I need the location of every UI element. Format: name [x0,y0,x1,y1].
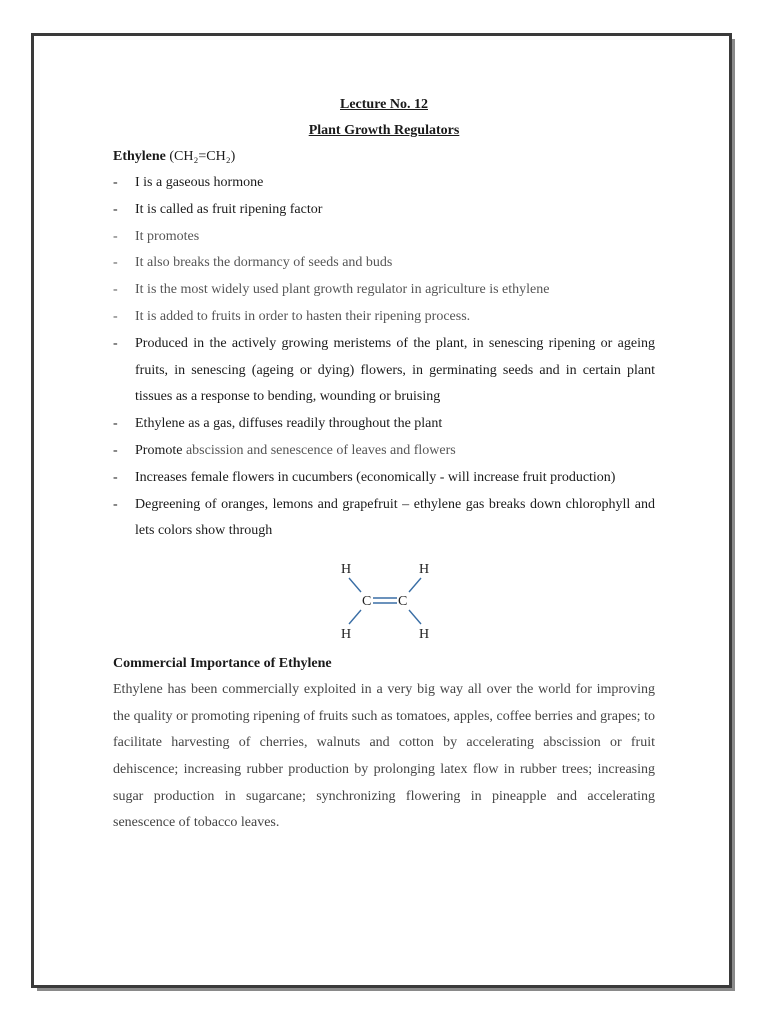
atom-h-top-left: H [341,562,352,578]
list-item [113,411,655,438]
bullet-dash: - [113,496,118,512]
atom-h-bottom-left: H [341,627,352,642]
list-item [113,277,655,304]
section-heading [113,144,655,170]
commercial-heading: Commercial Importance of Ethylene [113,656,332,672]
section-heading-name: Ethylene [113,149,166,164]
atom-c-right: C [398,594,408,610]
lecture-title: Lecture No. 12 [340,97,428,112]
ethylene-bullet-list [113,170,655,545]
document-body [113,92,655,837]
bullet-dash: - [113,416,118,432]
ethylene-structure-diagram [335,559,435,641]
bond-bottom-left [349,610,361,624]
bullet-dash: - [113,255,118,271]
bullet-dash: - [113,228,118,244]
list-item [113,224,655,251]
bullet-text: abscission and senescence of leaves and flowers [185,442,456,458]
atom-h-top-right: H [419,562,430,578]
bullet-dash: - [113,282,118,298]
bullet-text: It is the most widely used plant growth regulator in agriculture is ethylene [135,282,550,298]
bullet-text: Degreening of oranges, lemons and grapefruit – ethylene gas breaks down chlorophyll and lets colors show through [135,496,655,539]
section-heading-formula: (CH₂=CH₂) [169,149,236,164]
bullet-text: Ethylene as a gas, diffuses readily throughout the plant [135,416,443,432]
list-item [113,438,655,465]
bullet-prefix: Promote [135,442,183,458]
bullet-text: Produced in the actively growing meristems of the plant, in senescing ripening or ageing fruits, in senescing (ageing or dying) flowers, in germinating seeds and in certain plant tissues as a response to bending, wounding or bruising [135,335,655,405]
list-item [113,170,655,197]
bullet-dash: - [113,469,118,485]
atom-h-bottom-right: H [419,627,430,642]
commercial-paragraph: Ethylene has been commercially exploited in a very big way all over the world for improving the quality or promoting ripening of fruits such as tomatoes, apples, coffee berries and grapes; to facilitate harvesting of cherries, walnuts and cotton by accelerating abscission or fruit dehiscence; increasing rubber production by prolonging latex flow in rubber trees; increasing sugar production in sugarcane; synchronizing flowering in pineapple and accelerating senescence of tobacco leaves. [113,682,655,831]
bullet-dash: - [113,201,118,217]
bond-top-right [409,578,421,592]
bullet-text: I is a gaseous hormone [135,175,264,190]
bond-top-left [349,578,361,592]
bullet-text: It is added to fruits in order to hasten their ripening process. [135,308,471,324]
bullet-dash: - [113,175,118,190]
list-item [113,304,655,331]
bullet-dash: - [113,442,118,458]
list-item [113,331,655,411]
list-item [113,465,655,492]
list-item [113,197,655,224]
bullet-text: It also breaks the dormancy of seeds and buds [135,255,393,271]
atom-c-left: C [362,594,372,610]
bullet-text: It is called as fruit ripening factor [135,201,323,217]
lecture-subtitle: Plant Growth Regulators [308,123,460,138]
list-item [113,492,655,546]
bullet-text: It promotes [135,228,200,244]
bond-bottom-right [409,610,421,624]
bullet-dash: - [113,335,118,351]
bullet-dash: - [113,308,118,324]
bullet-text: Increases female flowers in cucumbers (economically - will increase fruit production) [135,469,616,485]
list-item [113,250,655,277]
